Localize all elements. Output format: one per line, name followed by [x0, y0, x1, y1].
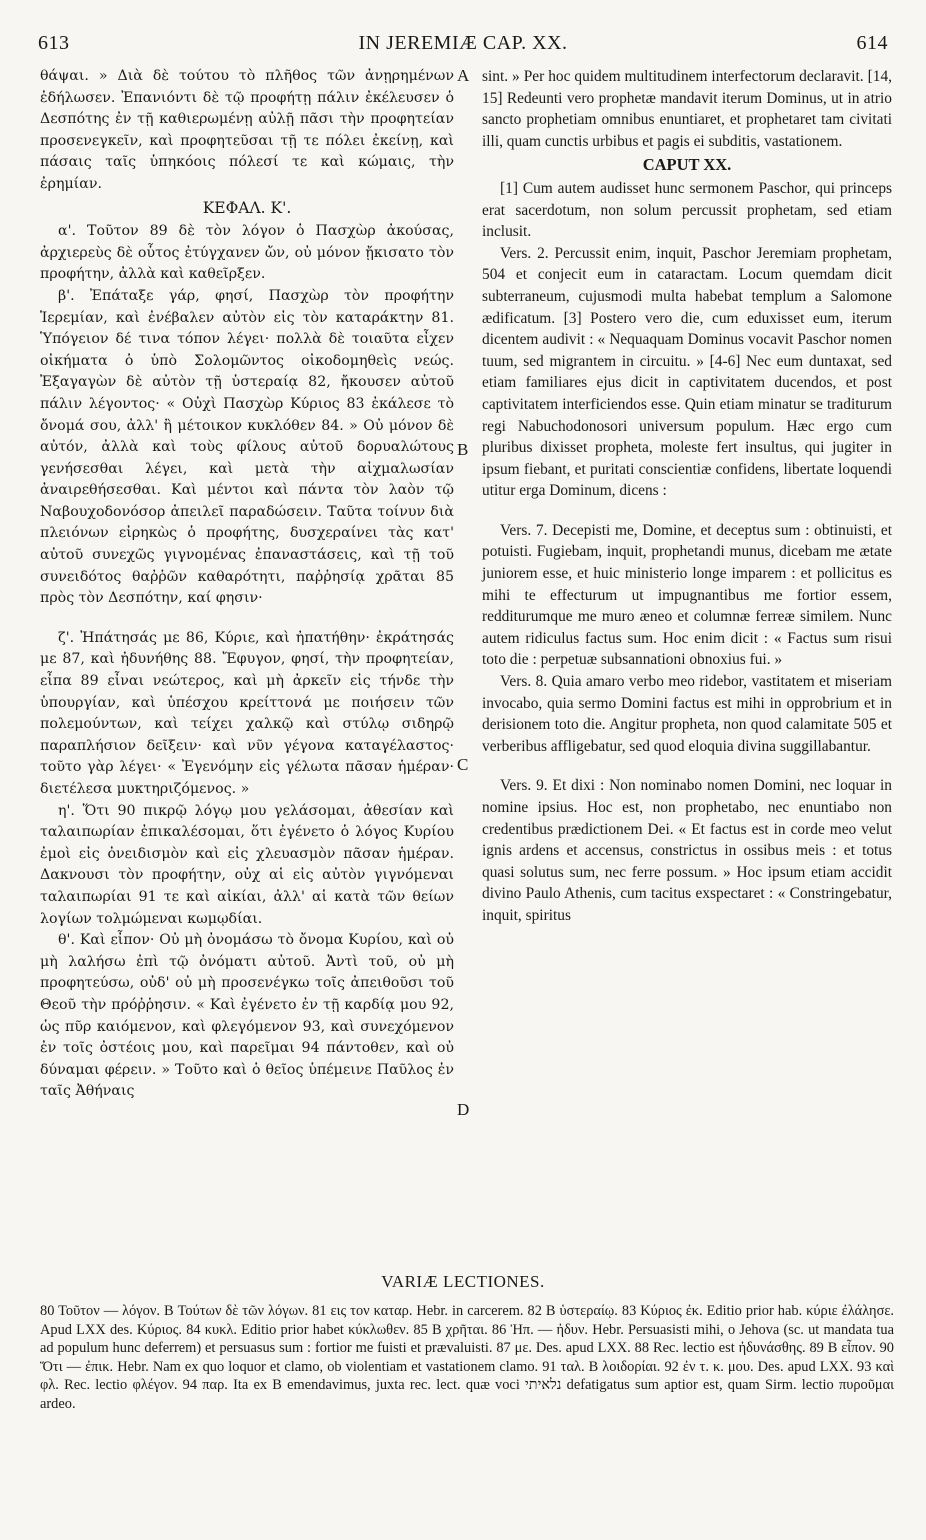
greek-paragraph-verse-7: ζ'. Ἠπάτησάς με 86, Κύριε, καὶ ἠπατήθην· ἐκράτησάς με 87, καὶ ἠδυνήθης 88. Ἔφυγον, φησί, τὴν προφητείαν, εἶπα 89 εἶναι νεώτερος, καὶ μὴ ἀρκεῖν εἰς τήνδε τὴν ὑπουργίαν, καὶ ὑπέσχου κρείττονά με ποιήσειν τῶν πολεμούντων, καὶ τείχει χαλκῷ καὶ στύλῳ σιδηρῷ παραπλήσιον δεῖξειν· καὶ νῦν γέγονα καταγέλαστος· τοῦτο γὰρ λέγει· « Ἐγενόμην εἰς γέλωτα πᾶσαν ἡμέραν· διετέλεσα μυκτηριζόμενος. » — [40, 629, 454, 797]
latin-column — [482, 66, 892, 927]
latin-spacer — [482, 502, 892, 520]
latin-paragraph-verse-7: Vers. 7. Decepisti me, Domine, et deceptus sum : obtinuisti, et potuisti. Fugiebam, inquit, prophetandi munus, dicebam me ætate juniorem esse, et huic ministerio longe imparem : et pollicitus es mihi te effecturum ut impugnantibus me fortior essem, redditurumque me muro æneo et columnæ ferreæ similem. Nunc autem ridiculus factus sum. Hoc enim dicit : « Factus sum risui toto die : perpetuæ subsannationi obnoxius fui. » — [482, 521, 892, 669]
latin-paragraph-verse-2: Vers. 2. Percussit enim, inquit, Paschor Jeremiam prophetam, 504 et conjecit eum in cataractam. Locum quemdam dicit subterraneum, cujusmodi multa habebat templum a Salomone ædificatum. [3] Postero vero die, cum eduxisset eum, iterum dicentem audivit : « Nequaquam Dominus vocavit Paschor nomen tuum, sed migrantem in circuitu. » [4-6] Nec eum duntaxat, sed etiam familiares ejus dicit in captivitatem ducendos, et post captivitatem interficiendos esse. Quin etiam minatur se traditurum regi Nabuchodonosori universum populum. Hæc ergo cum pluribus dixisset propheta, moleste fert insultus, qui jugiter in ipsum fiebant, et puritati conscientiæ confidens, libertate loquendi utitur erga Dominum, dicens : — [482, 244, 892, 500]
running-head — [38, 32, 888, 56]
latin-paragraph-verse-9: Vers. 9. Et dixi : Non nominabo nomen Domini, nec loquar in nomine ipsius. Hoc est, non prophetabo, nec enuntiabo non credentibus prædictionem Dei. « Et factus est in corde meo velut ignis ardens et accensus, constrictus in ossibus meis : et totus quasi solutus sum, nec ferre possum. » Hoc ipsum etiam accidit divino Paulo Athenis, cum tacitus exspectaret : « Constringebatur, inquit, spiritus — [482, 777, 892, 924]
latin-paragraph-verse-8: Vers. 8. Quia amaro verbo meo ridebor, vastitatem et miseriam invocabo, quia sermo Domini factus est mihi in opprobrium et in derisionem toto die. Angitur propheta, non quod calamitate 505 et verberibus affligebatur, sed quod eloquia divina suggillabantur. — [482, 673, 892, 755]
latin-spacer-2 — [482, 757, 892, 775]
margin-letter-a: A — [457, 66, 470, 85]
latin-chapter-heading: CAPUT XX. — [642, 155, 732, 175]
greek-paragraph-1: θάψαι. » Διὰ δὲ τούτου τὸ πλῆθος τῶν ἀνῃρημένων ἐδήλωσεν. Ἐπανιόντι δὲ τῷ προφήτῃ πάλιν ἐκέλευσεν ὁ Δεσπότης ἐν τῇ καθιερωμένῃ αὐλῇ πᾶσι τὴν προφητείαν προσενεγκεῖν, καὶ προφητεῦσαι τῇ τε πόλει ἐκείνῃ, καὶ πάσαις ταῖς ὑπηκόοις πόλεσί τε καὶ κώμαις, τὴν ἐρημίαν. — [40, 68, 454, 192]
variae-lectiones-text: 80 Τοῦτον — λόγον. B Τούτων δὲ τῶν λόγων. 81 εις τον καταρ. Hebr. in carcerem. 82 B ὑστεραίῳ. 83 Κύριος ἐκ. Editio prior hab. κύριε ἐλάλησε. Apud LXX des. Κύριος. 84 κυκλ. Editio prior habet κύκλωθεν. 85 B χρῆται. 86 Ἠπ. — ἠδυν. Hebr. Persuasisti mihi, o Jehova (sc. ut mandata tua ad populum hunc deferrem) et persuasus sum : fortior me fuisti et prævaluisti. 87 με. Des. apud LXX. 88 Rec. lectio est ἠδυνάσθης. 89 B εἶπον. 90 Ὅτι — ἐπικ. Hebr. Nam ex quo loquor et clamo, ob violentiam et vastationem clamo. 91 ταλ. B λοιδορίαι. 92 ἐν τ. κ. μου. Des. apud LXX. 93 καὶ φλ. Rec. lectio φλέγον. 94 παρ. Ita ex B emendavimus, juxta rec. lect. quæ voci נלאיתי defatigatus sum aptior est, quam Sirm. lectio πυροῦμαι ardeo. — [40, 1303, 894, 1412]
variae-lectiones-heading: VARIÆ LECTIONES. — [381, 1272, 545, 1291]
page-title: IN JEREMIÆ CAP. XX. — [358, 32, 568, 54]
greek-paragraph-verse-2: β'. Ἐπάταξε γάρ, φησί, Πασχὼρ τὸν προφήτην Ἱερεμίαν, καὶ ἐνέβαλεν αὐτὸν εἰς τὸν καταράκτην 81. Ὑπόγειον δέ τινα τόπον λέγει· πολλὰ δὲ τοιαῦτα εἶχεν οἰκήματα ὁ ὑπὸ Σολομῶντος οἰκοδομηθεὶς νεώς. Ἐξαγαγὼν δὲ αὐτὸν τῇ ὑστεραίᾳ 82, ἤκουσεν αὐτοῦ πάλιν λέγοντος· « Οὐχὶ Πασχὼρ Κύριος 83 ἐκάλεσε τὸ ὄνομά σου, ἀλλ' ἢ μέτοικον κυκλόθεν 84. » Οὐ μόνον δὲ αὐτόν, ἀλλὰ καὶ τοὺς φίλους αὐτοῦ δορυαλώτους γενήσεσθαι λέγει, καὶ μετὰ τὴν αἰχμαλωσίαν ἀναιρεθήσεσθαι. Καὶ μέντοι καὶ πάντα τὸν λαὸν τῷ Ναβουχοδονόσορ ἀπειλεῖ παραδώσειν. Ταῦτα τοίνυν διὰ πλειόνων εἰρηκὼς ὁ προφήτης, δυσχεραίνει τὰς κατ' αὐτοῦ συνεχῶς γιγνομένας ἐπαναστάσεις, καὶ τῇ τοῦ συνειδότος θαῤῥῶν καθαρότητι, παῤῥησίᾳ χρᾶται 85 πρὸς τὸν Δεσπότην, καί φησιν· — [40, 287, 454, 607]
margin-letter-b: B — [457, 440, 469, 459]
latin-paragraph-1: sint. » Per hoc quidem multitudinem interfectorum declaravit. [14, 15] Redeunti vero prophetæ mandavit iterum Dominus, ut in atrio sancto prophetiam omnibus enuntiaret, et prophetaret tam civitati illi, quam cunctis urbibus et pagis ei subditis, vastationem. — [482, 68, 892, 150]
greek-paragraph-verse-1: α'. Τοῦτον 89 δὲ τὸν λόγον ὁ Πασχὼρ ἀκούσας, ἀρχιερεὺς δὲ οὗτος ἐτύγχανεν ὤν, οὐ μόνον ᾔκισατο τὸν προφήτην, ἀλλὰ καὶ καθεῖρξεν. — [40, 223, 454, 283]
greek-column — [40, 66, 454, 1103]
variae-lectiones — [40, 1302, 894, 1414]
margin-letter-c: C — [457, 755, 469, 774]
latin-paragraph-verse-1: [1] Cum autem audisset hunc sermonem Paschor, qui princeps erat sacerdotum, non solum percussit prophetam, sed etiam inclusit. — [482, 179, 892, 241]
greek-chapter-heading: ΚΕΦΑΛ. Κ'. — [202, 198, 292, 217]
page-number-left: 613 — [38, 32, 70, 54]
greek-paragraph-verse-9: θ'. Καὶ εἶπον· Οὐ μὴ ὀνομάσω τὸ ὄνομα Κυρίου, καὶ οὐ μὴ λαλήσω ἐπὶ τῷ ὀνόματι αὐτοῦ. Ἀντὶ τοῦ, οὐ μὴ προφητεύσω, οὐδ' οὐ μὴ προσενέγκω τοῖς ἀπειθοῦσι τοῦ Θεοῦ τὴν πρόῤῥησιν. « Καὶ ἐγένετο ἐν τῇ καρδίᾳ μου 92, ὡς πῦρ καιόμενον, καὶ φλεγόμενον 93, καὶ συνεχόμενον ἐν τοῖς ὀστέοις μου, καὶ παρεῖμαι 94 πάντοθεν, καὶ οὐ δύναμαι φέρειν. » Τοῦτο καὶ ὁ θεῖος ὑπέμεινε Παῦλος ἐν ταῖς Ἀθήναις — [40, 932, 454, 1100]
page-number-right: 614 — [856, 32, 888, 54]
greek-paragraph-verse-8: η'. Ὅτι 90 πικρῷ λόγῳ μου γελάσομαι, ἀθεσίαν καὶ ταλαιπωρίαν ἐπικαλέσομαι, ὅτι ἐγένετο ὁ λόγος Κυρίου ἐμοὶ εἰς ὀνειδισμὸν καὶ εἰς χλευασμὸν πᾶσαν ἡμέραν. Δακνουσι τὸν προφήτην, οὐχ αἱ εἰς αὐτὸν γιγνόμεναι ταλαιπωρίαι 91 τε καὶ αἰκίαι, ἀλλ' αἱ κατὰ τῶν θείων λογίων τολμώμεναι κωμῳδίαι. — [40, 802, 454, 927]
margin-letter-d: D — [457, 1100, 470, 1119]
greek-spacer — [40, 610, 454, 628]
